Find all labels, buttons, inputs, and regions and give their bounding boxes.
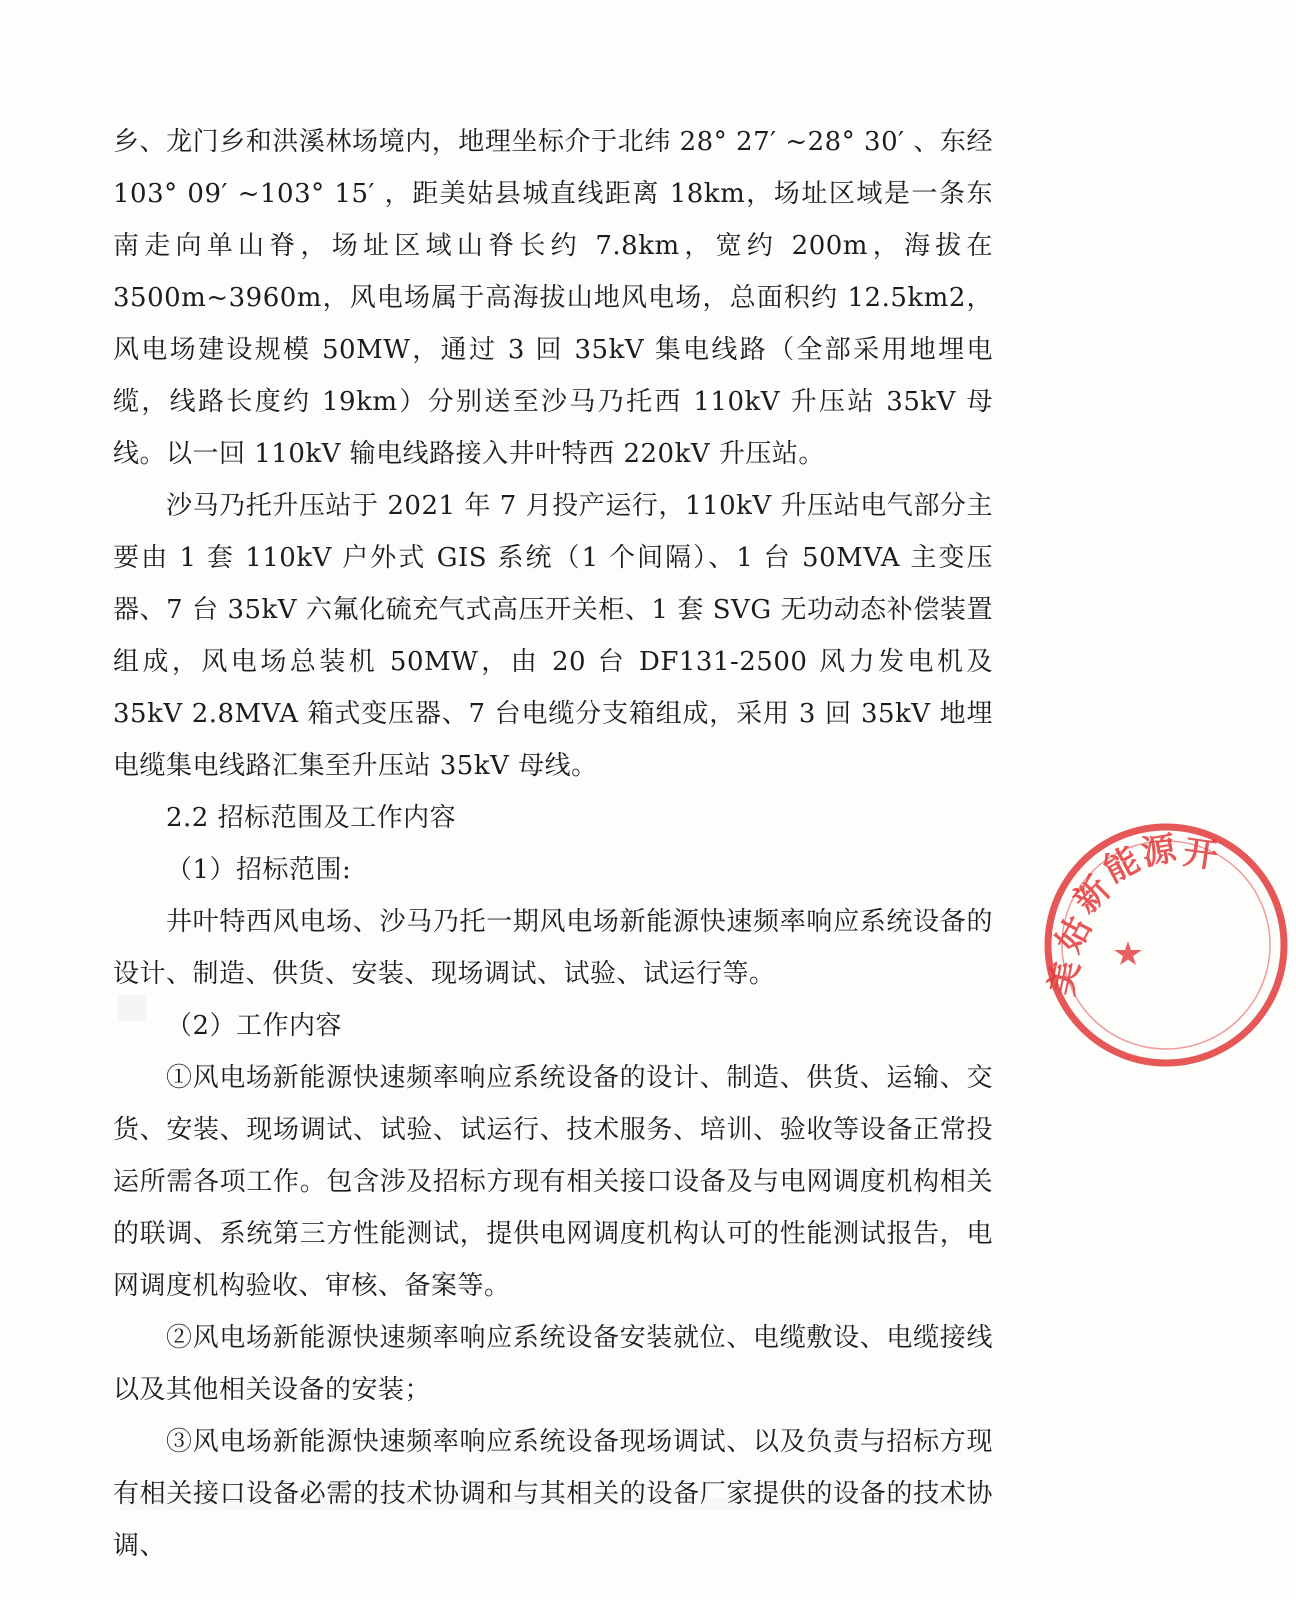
subheading-work-content: （2）工作内容: [166, 1011, 343, 1041]
svg-text:源: 源: [1138, 828, 1180, 874]
paragraph-work-item-1: ①风电场新能源快速频率响应系统设备的设计、制造、供货、运输、交货、安装、现场调试、试验、试运行、技术服务、培训、验收等设备正常投运所需各项工作。包含涉及招标方现有相关接口设备及与电网调度机构相关的联调、系统第三方性能测试，提供电网调度机构认可的性能测试报告，电网调度机构验收、审核、备案等。: [113, 1063, 993, 1301]
svg-text:美: 美: [1041, 957, 1088, 999]
paragraph-site-location: 乡、龙门乡和洪溪林场境内，地理坐标介于北纬 28° 27′ ~28° 30′ 、东经 103° 09′ ~103° 15′ ，距美姑县城直线距离 18km，场址区域是一条东南走向单山脊，场址区域山脊长约 7.8km，宽约 200m，海拔在 3500m~3960m，风电场属于高海拔山地风电场，总面积约 12.5km2，风电场建设规模 50MW，通过 3 回 35kV 集电线路（全部采用地埋电缆，线路长度约 19km）分别送至沙马乃托西 110kV 升压站 35kV 母线。以一回 110kV 输电线路接入井叶特西 220kV 升压站。: [113, 127, 993, 469]
body-text: [113, 116, 993, 1572]
scan-artifact: [120, 1498, 970, 1510]
svg-text:新: 新: [1066, 869, 1119, 922]
paragraph-bid-scope: 井叶特西风电场、沙马乃托一期风电场新能源快速频率响应系统设备的设计、制造、供货、安装、现场调试、试验、试运行等。: [113, 907, 993, 989]
subheading-bid-scope: （1）招标范围:: [166, 855, 352, 885]
svg-text:姑: 姑: [1048, 910, 1100, 960]
paragraph-work-item-3: ③风电场新能源快速频率响应系统设备现场调试、以及负责与招标方现有相关接口设备必需的技术协调和与其相关的设备厂家提供的设备的技术协调、: [113, 1427, 993, 1561]
paragraph-substation-description: 沙马乃托升压站于 2021 年 7 月投产运行，110kV 升压站电气部分主要由 1 套 110kV 户外式 GIS 系统（1 个间隔）、1 台 50MVA 主变压器、7 台 35kV 六氟化硫充气式高压开关柜、1 套 SVG 无功动态补偿装置组成，风电场总装机 50MW，由 20 台 DF131-2500 风力发电机及 35kV 2.8MVA 箱式变压器、7 台电缆分支箱组成，采用 3 回 35kV 地埋电缆集电线路汇集至升压站 35kV 母线。: [113, 491, 993, 781]
scan-artifact: [118, 995, 146, 1021]
company-seal-icon: [1036, 815, 1296, 1075]
svg-text:能: 能: [1097, 839, 1147, 891]
paragraph-work-item-2: ②风电场新能源快速频率响应系统设备安装就位、电缆敷设、电缆接线以及其他相关设备的安装；: [113, 1323, 993, 1405]
section-heading-2-2: 2.2 招标范围及工作内容: [166, 803, 457, 833]
svg-text:开: 开: [1180, 832, 1220, 877]
